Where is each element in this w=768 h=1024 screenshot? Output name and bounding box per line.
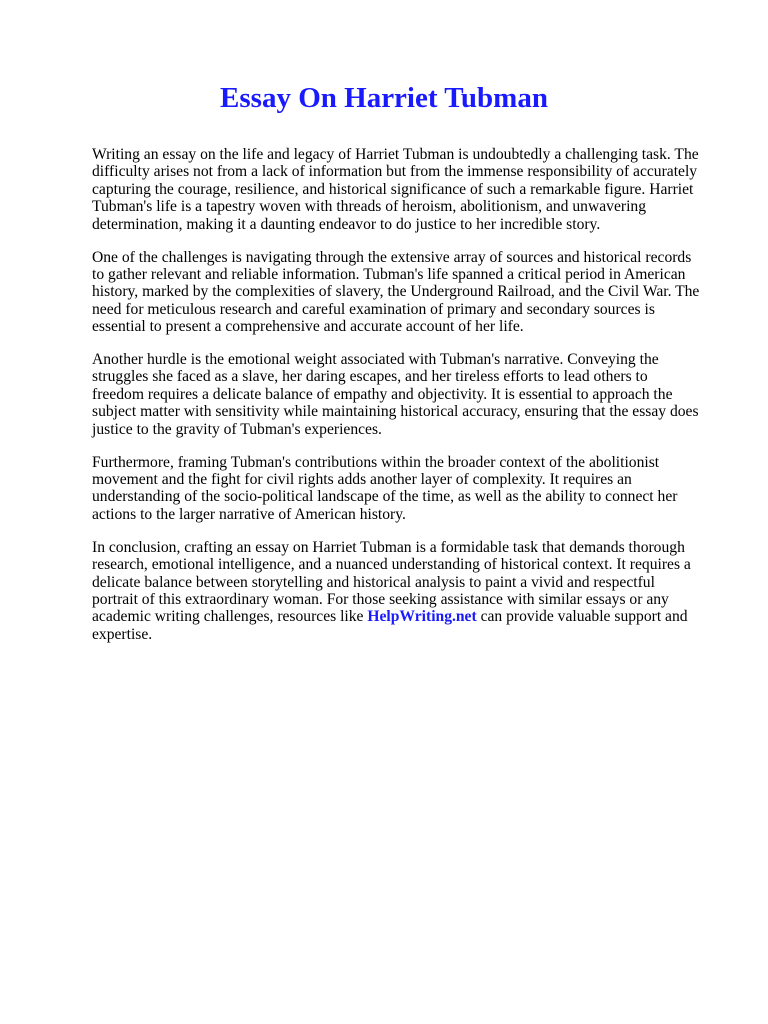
- paragraph-context: Furthermore, framing Tubman's contributions within the broader context of the abolitionist movement and the fight for civil rights adds another layer of complexity. It requires an understanding of the socio-political landscape of the time, as well as the ability to connect her actions to the larger narrative of American history.: [92, 453, 678, 523]
- paragraph-emotional-weight: Another hurdle is the emotional weight associated with Tubman's narrative. Conveying the struggles she faced as a slave, her daring escapes, and her tireless efforts to lead others to freedom requires a delicate balance of empathy and objectivity. It is essential to approach the subject matter with sensitivity while maintaining historical accuracy, ensuring that the essay does justice to the gravity of Tubman's experiences.: [92, 351, 699, 438]
- helpwriting-link[interactable]: HelpWriting.net: [367, 608, 477, 626]
- paragraph-conclusion: [92, 539, 702, 643]
- paragraph-sources: One of the challenges is navigating through the extensive array of sources and historical records to gather relevant and reliable information. Tubman's life spanned a critical period in American history, marked by the complexities of slavery, the Underground Railroad, and the Civil War. The need for meticulous research and careful examination of primary and secondary sources is essential to present a comprehensive and accurate account of her life.: [92, 248, 700, 336]
- document-title: Essay On Harriet Tubman: [220, 82, 548, 114]
- conclusion-text-end: can provide valuable support and expertise.: [92, 608, 688, 643]
- essay-body: [92, 146, 702, 659]
- paragraph-intro: Writing an essay on the life and legacy of Harriet Tubman is undoubtedly a challenging task. The difficulty arises not from a lack of information but from the immense responsibility of accurately capturing the courage, resilience, and historical significance of such a remarkable figure. Harriet Tubman's life is a tapestry woven with threads of heroism, abolitionism, and unwavering determination, making it a daunting endeavor to do justice to her incredible story.: [92, 146, 699, 233]
- conclusion-text: In conclusion, crafting an essay on Harriet Tubman is a formidable task that demands thorough research, emotional intelligence, and a nuanced understanding of historical context. It requires a delicate balance between storytelling and historical analysis to paint a vivid and respectful portrait of this extraordinary woman. For those seeking assistance with similar essays or any academic writing challenges, resources like: [92, 538, 691, 626]
